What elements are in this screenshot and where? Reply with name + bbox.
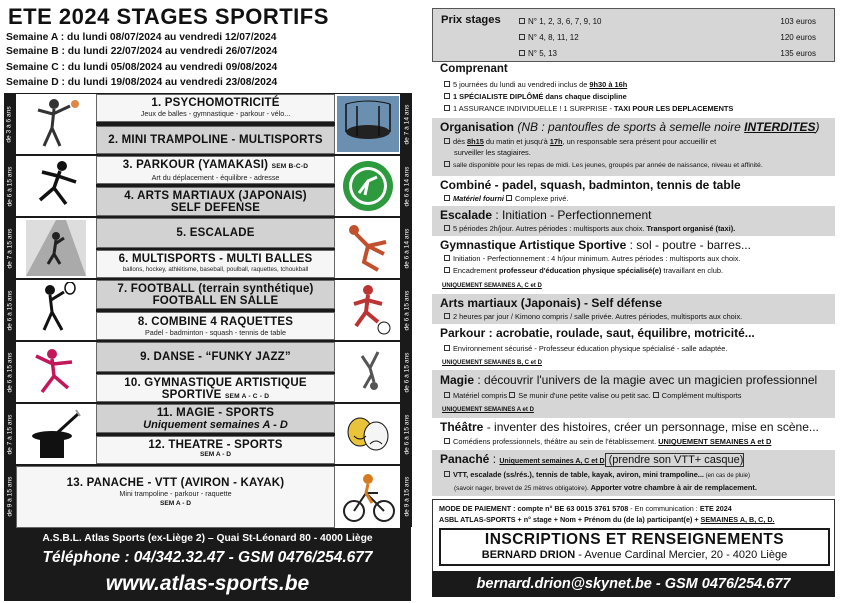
semaine-a: Semaine A : du lundi 08/07/2024 au vendredi 12/07/2024 — [6, 32, 277, 43]
theatre-title: Théâtre - inventer des histoires, créer un personnage, mise en scène... — [440, 420, 819, 434]
combine-line-1: Matériel fourni Complexe privé. — [444, 194, 568, 203]
parkour-uniquement: UNIQUEMENT SEMAINES B, C et D — [442, 360, 543, 366]
gym-section — [432, 236, 835, 294]
organisation-line-1b: surveiller les stagiaires. — [454, 148, 531, 157]
age-strip-left: de 7 à 15 ans — [4, 217, 15, 279]
left-panel — [0, 0, 416, 603]
escalade-line-1: 5 périodes 2h/jour. Autres périodes : multisports aux choix. Transport organisé (taxi). — [444, 224, 735, 233]
activities-grid — [4, 93, 411, 529]
activity-4: 4. ARTS MARTIAUX (JAPONAIS) SELF DEFENSE — [96, 187, 335, 216]
panache-line-2: (savoir nager, brevet de 25 mètres obligatoire). Apporter votre chambre à air de remplacement. — [454, 483, 757, 492]
activity-12: 12. THEATRE - SPORTS SEM A - D — [96, 436, 335, 464]
comprenant-section — [432, 62, 835, 118]
arts-section — [432, 294, 835, 324]
tennis-illustration — [16, 280, 96, 340]
contact-email[interactable]: bernard.drion@skynet.be - GSM 0476/254.677 — [432, 571, 835, 597]
football-illustration — [335, 280, 400, 340]
magie-uniquement: UNIQUEMENT SEMAINES A et D — [442, 407, 534, 413]
theatre-section — [432, 418, 835, 450]
left-footer — [4, 529, 411, 601]
age-strip-left: de 3 à 6 ans — [4, 93, 15, 155]
organisation-title: Organisation (NB : pantoufles de sports à semelle noire INTERDITES) — [440, 120, 820, 134]
dance-illustration — [16, 342, 96, 402]
parkour-title: Parkour : acrobatie, roulade, saut, équilibre, motricité... — [440, 326, 755, 340]
semaine-d: Semaine D : du lundi 19/08/2024 au vendredi 23/08/2024 — [6, 77, 278, 88]
website-link[interactable]: www.atlas-sports.be — [105, 572, 310, 595]
activity-7: 7. FOOTBALL (terrain synthétique) FOOTBALL EN SALLE — [96, 280, 335, 309]
magie-line-1: Matériel compris Se munir d'une petite valise ou petit sac. Complément multisports — [444, 391, 741, 400]
combine-section — [432, 176, 835, 206]
comprenant-line-3: 1 ASSURANCE INDIVIDUELLE ! 1 SURPRISE - TAXI POUR LES DEPLACEMENTS — [444, 104, 733, 113]
parkour-line-1: Environnement sécurisé - Professeur éducation physique spécialisé - salle adaptée. — [444, 344, 727, 353]
semaine-b: Semaine B : du lundi 22/07/2024 au vendredi 26/07/2024 — [6, 46, 278, 57]
prix-row-1: N° 1, 2, 3, 6, 7, 9, 10 — [519, 17, 601, 26]
paiement-line-2: ASBL ATLAS-SPORTS + n° stage + Nom + Prénom du (de la) participant(e) + SEMAINES A, B, C, D. — [439, 515, 775, 524]
trampoline-photo — [335, 94, 400, 154]
prix-price-2: 120 euros — [780, 33, 816, 42]
prix-section — [432, 8, 835, 62]
gym-line-1: Initiation - Perfectionnement : 4 h/jour minimum. Autres périodes : multisports aux choix. — [444, 254, 741, 263]
psychomotricite-illustration — [16, 94, 96, 154]
age-strip-right: de 6 à 15 ans — [401, 341, 412, 403]
activity-13: 13. PANACHE - VTT (AVIRON - KAYAK) Mini trampoline - parkour - raquette SEM A - D — [16, 466, 335, 528]
escalade-title: Escalade : Initiation - Perfectionnement — [440, 208, 652, 222]
parkour-illustration — [16, 156, 96, 216]
magic-hat-illustration — [16, 404, 96, 464]
age-strip-right: de 7 à 14 ans — [401, 93, 412, 155]
activity-2: 2. MINI TRAMPOLINE - MULTISPORTS — [96, 126, 335, 154]
comprenant-title: Comprenant — [440, 63, 508, 75]
age-strip-left: de 7 à 15 ans — [4, 403, 15, 465]
comprenant-line-1: 5 journées du lundi au vendredi inclus de 9h30 à 16h — [444, 80, 627, 89]
comprenant-line-2: 1 SPÉCIALISTE DIPLÔMÉ dans chaque discipline — [444, 92, 627, 101]
magie-section — [432, 370, 835, 418]
prix-price-1: 103 euros — [780, 17, 816, 26]
panache-line-1: VTT, escalade (ss/rés.), tennis de table, kayak, aviron, mini trampoline... (en cas de pluie) — [444, 470, 750, 479]
organisation-section — [432, 118, 835, 176]
combine-title: Combiné - padel, squash, badminton, tennis de table — [440, 178, 741, 192]
inscriptions-address: BERNARD DRION - Avenue Cardinal Mercier, 20 - 4020 Liège — [481, 549, 788, 561]
activity-11: 11. MAGIE - SPORTS Uniquement semaines A - D — [96, 404, 335, 433]
activity-9: 9. DANSE - “FUNKY JAZZ” — [96, 342, 335, 372]
arts-line-1: 2 heures par jour / Kimono compris / salle privée. Autres périodes, multisports aux choix. — [444, 312, 742, 321]
age-strip-right: de 6 à 15 ans — [401, 279, 412, 341]
theatre-line-1: Comédiens professionnels, théâtre au sein de l'établissement. UNIQUEMENT SEMAINES A et D — [444, 437, 771, 446]
right-panel — [432, 4, 835, 601]
activity-8: 8. COMBINE 4 RAQUETTES Padel - badminton - squash - tennis de table — [96, 312, 335, 340]
athlete-illustration — [335, 218, 400, 278]
paiement-line-1: MODE DE PAIEMENT : compte n° BE 63 0015 3761 5708 - En communication : ETE 2024 — [439, 504, 732, 513]
gym-line-2: Encadrement professeur d'éducation physique spécialisé(e) travaillant en club. — [444, 266, 723, 275]
age-strip-right: de 6 à 14 ans — [401, 155, 412, 217]
activity-1: 1. PSYCHOMOTRICITÉ Jeux de balles - gymnastique - parkour - vélo... — [96, 94, 335, 122]
age-strip-right: de 9 à 15 ans — [401, 465, 412, 527]
prix-price-3: 135 euros — [780, 49, 816, 58]
gymnast-illustration — [335, 342, 400, 402]
age-strip-left: de 6 à 15 ans — [4, 279, 15, 341]
age-strip-left: de 9 à 15 ans — [4, 465, 15, 527]
asbl-address: A.S.B.L. Atlas Sports (ex-Liège 2) – Quai St-Léonard 80 - 4000 Liège — [42, 533, 373, 544]
age-strip-right: de 6 à 15 ans — [401, 403, 412, 465]
activity-6: 6. MULTISPORTS - MULTI BALLES ballons, hockey, athlétisme, baseball, poulball, raquettes, tchoukball — [96, 250, 335, 278]
gym-uniquement: UNIQUEMENT SEMAINES A, C et D — [442, 283, 542, 289]
magie-title: Magie : découvrir l'univers de la magie avec un magicien professionnel — [440, 373, 818, 387]
activity-5: 5. ESCALADE — [96, 218, 335, 248]
organisation-line-2: salle disponible pour les repas de midi. Les jeunes, groupés par année de naissance, niveau et affinité. — [444, 161, 763, 169]
gym-title: Gymnastique Artistique Sportive : sol - poutre - barres... — [440, 238, 751, 252]
telephone: Téléphone : 04/342.32.47 - GSM 0476/254.677 — [42, 549, 373, 566]
age-strip-right: de 6 à 14 ans — [401, 217, 412, 279]
prix-row-3: N° 5, 13 — [519, 49, 557, 58]
theatre-masks-illustration — [335, 404, 400, 464]
panache-title: Panaché : Uniquement semaines A, C et D (prendre son VTT+ casque) — [440, 452, 744, 466]
inscriptions-box — [439, 528, 830, 566]
activity-3: 3. PARKOUR (YAMAKASI) SEM B-C-D Art du déplacement - équilibre - adresse — [96, 156, 335, 184]
inscriptions-title: INSCRIPTIONS ET RENSEIGNEMENTS — [484, 531, 785, 548]
organisation-line-1: dès 8h15 du matin et jusqu'à 17h, un responsable sera présent pour accueillir et — [444, 137, 716, 146]
activity-10: 10. GYMNASTIQUE ARTISTIQUE SPORTIVE SEM A - C - D — [96, 374, 335, 402]
age-strip-left: de 6 à 15 ans — [4, 155, 15, 217]
escalade-section — [432, 206, 835, 236]
panache-section — [432, 450, 835, 496]
prix-title: Prix stages — [441, 14, 501, 26]
vtt-illustration — [335, 466, 400, 528]
arts-title: Arts martiaux (Japonais) - Self défense — [440, 296, 663, 310]
page-title: ETE 2024 STAGES SPORTIFS — [8, 4, 329, 29]
age-strip-left: de 6 à 15 ans — [4, 341, 15, 403]
prix-row-2: N° 4, 8, 11, 12 — [519, 33, 579, 42]
semaine-c: Semaine C : du lundi 05/08/2024 au vendredi 09/08/2024 — [6, 62, 278, 73]
martial-arts-logo — [335, 156, 400, 216]
escalade-illustration — [16, 218, 96, 278]
parkour-section — [432, 324, 835, 370]
